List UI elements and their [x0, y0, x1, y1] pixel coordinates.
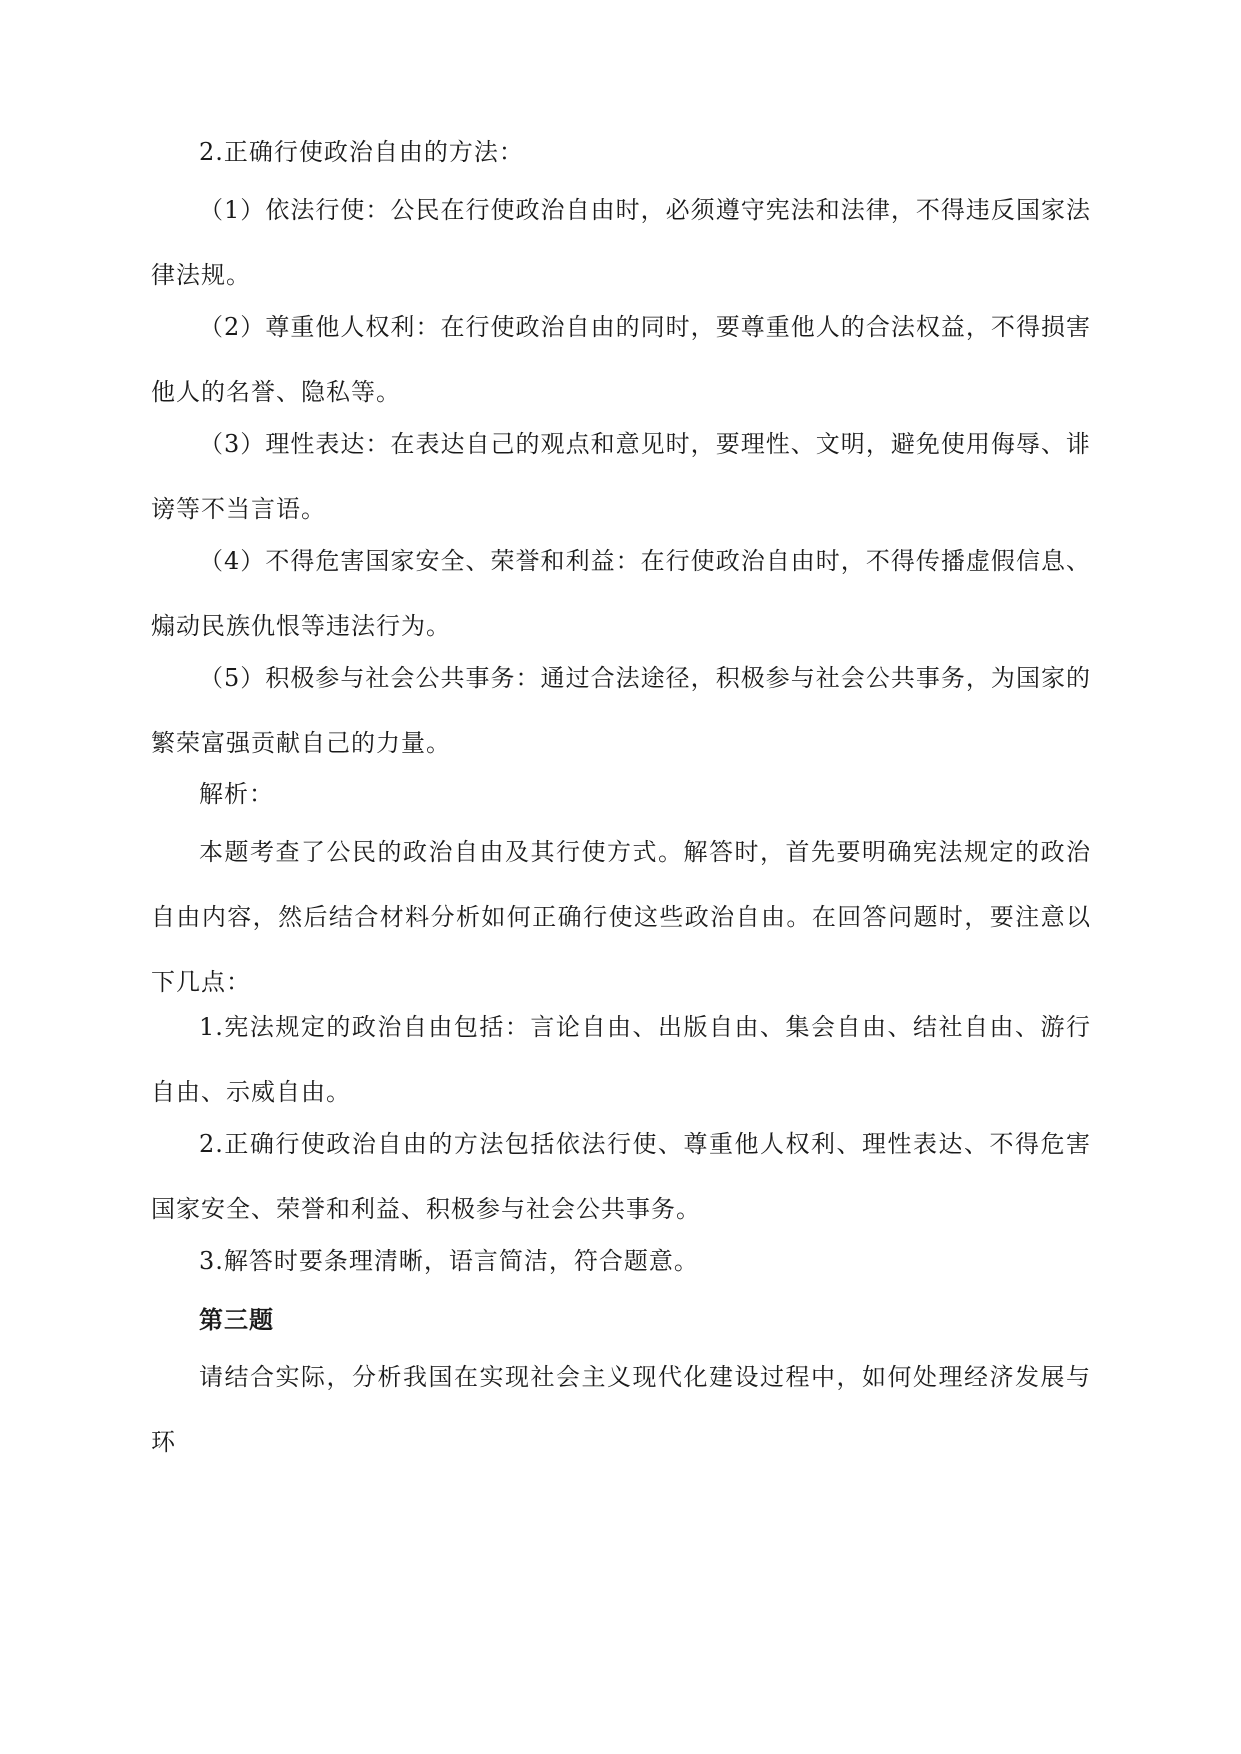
paragraph-point-3: 3.解答时要条理清晰，语言简洁，符合题意。 — [199, 1247, 699, 1275]
paragraph-point-1: 1.宪法规定的政治自由包括：言论自由、出版自由、集会自由、结社自由、游行自由、示威自由。 — [151, 1013, 1091, 1106]
paragraph-item-5: （5）积极参与社会公共事务：通过合法途径，积极参与社会公共事务，为国家的繁荣富强贡献自己的力量。 — [151, 664, 1091, 757]
paragraph-item-2: （2）尊重他人权利：在行使政治自由的同时，要尊重他人的合法权益，不得损害他人的名誉、隐私等。 — [151, 313, 1091, 406]
section-heading: 第三题 — [199, 1305, 274, 1334]
paragraph-analysis-label: 解析： — [199, 780, 274, 808]
paragraph-item-1: （1）依法行使：公民在行使政治自由时，必须遵守宪法和法律，不得违反国家法律法规。 — [151, 196, 1091, 289]
paragraph-item-4: （4）不得危害国家安全、荣誉和利益：在行使政治自由时，不得传播虚假信息、煽动民族仇恨等违法行为。 — [151, 547, 1091, 640]
paragraph-item-3: （3）理性表达：在表达自己的观点和意见时，要理性、文明，避免使用侮辱、诽谤等不当言语。 — [151, 430, 1091, 523]
paragraph-point-2: 2.正确行使政治自由的方法包括依法行使、尊重他人权利、理性表达、不得危害国家安全、荣誉和利益、积极参与社会公共事务。 — [151, 1130, 1091, 1223]
paragraph-question: 请结合实际，分析我国在实现社会主义现代化建设过程中，如何处理经济发展与环 — [151, 1363, 1091, 1456]
paragraph-analysis-body: 本题考查了公民的政治自由及其行使方式。解答时，首先要明确宪法规定的政治自由内容，然后结合材料分析如何正确行使这些政治自由。在回答问题时，要注意以下几点： — [151, 838, 1091, 996]
paragraph-method-heading: 2.正确行使政治自由的方法： — [199, 138, 524, 166]
